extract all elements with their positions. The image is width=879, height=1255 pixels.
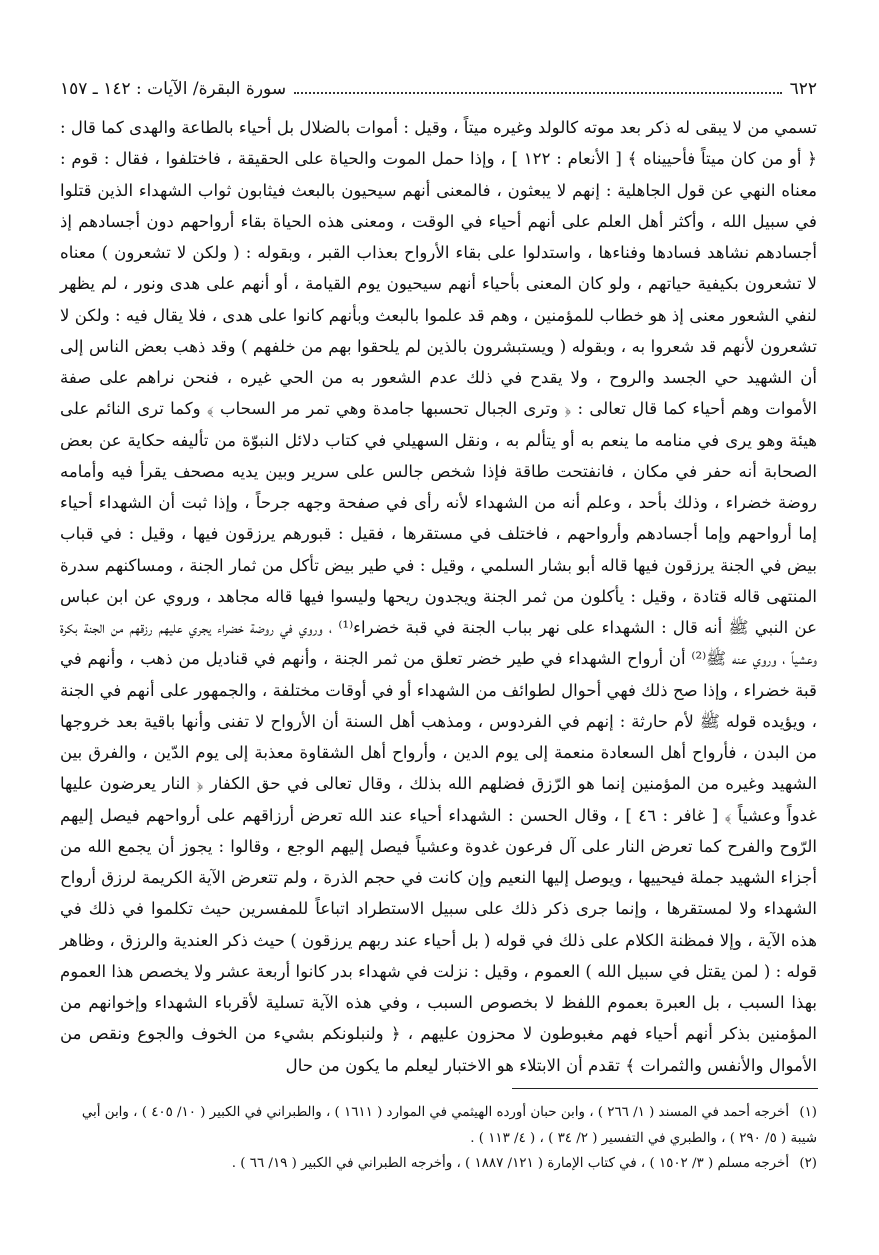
footnote-text: أخرجه أحمد في المسند ( ١/ ٢٦٦ ) ، وابن حبان أورده الهيثمي في الموارد ( ١٦١١ ) ، والطبراني في الكبير ( ١٠/ ٤٠٥ ) ، وابن أبي شيبة ( ٥/ ٢٩٠ ) ، والطبري في التفسير ( ٢/ ٣٤ ) ، ( ٤/ ١١٣ ) .: [81, 1105, 817, 1146]
footnote-number: (٢): [799, 1156, 817, 1171]
footnote-number: (١): [799, 1105, 817, 1120]
page-header: [60, 74, 817, 104]
running-title: سورة البقرة/ الآيات : ١٤٢ ـ ١٥٧: [60, 79, 287, 99]
page-number: ٦٢٢: [789, 79, 817, 99]
footnote-text: أخرجه مسلم ( ٣/ ١٥٠٢ ) ، في كتاب الإمارة ( ١٢١/ ١٨٨٧ ) ، وأخرجه الطبراني في الكبير ( ١٩/ ٦٦ ) .: [231, 1156, 790, 1171]
footnote-2: [60, 1151, 817, 1177]
footnotes: [60, 1100, 817, 1177]
main-text: [60, 112, 817, 1081]
footnote-1: [60, 1100, 817, 1151]
paragraph: تسمي من لا يبقى له ذكر بعد موته كالولد وغيره ميتاً ، وقيل : أموات بالضلال بل أحياء بالطاعة والهدى كما قال : ﴿ أو من كان ميتاً فأحييناه ﴾ [ الأنعام : ١٢٢ ] ، وإذا حمل الموت والحياة على الحقيقة ، فاختلفوا ، فقال : قوم : معناه النهي عن قول الجاهلية : إنهم لا يبعثون ، فالمعنى أنهم سيحيون بالبعث فيثابون ثواب الشهداء الذين قتلوا في سبيل الله ، وأكثر أهل العلم على أنهم أحياء في الوقت ، ومعنى هذه الحياة بقاء أرواحهم دون أجسادهم إذ أجسادهم نشاهد فسادها وفناءها ، واستدلوا على بقاء الأرواح بعذاب القبر ، وبقوله : ( ولكن لا تشعرون ) معناه لا تشعرون بكيفية حياتهم ، ولو كان المعنى بأحياء أنهم سيحيون يوم القيامة ، أو أنهم على هدى ونور ، لم يظهر لنفي الشعور معنى إذ هو خطاب للمؤمنين ، وهم قد علموا بالبعث وبأنهم كانوا على هدى ، فلا يقال فيه : ولكن لا تشعرون لأنهم قد شعروا به ، وبقوله ( ويستبشرون بالذين لم يلحقوا بهم من خلفهم ) وقد ذهب بعض الناس إلى أن الشهيد حي الجسد والروح ، ولا يقدح في ذلك عدم الشعور به من الحي غيره ، فنحن نراهم على صفة الأموات وهم أحياء كما قال تعالى : ﴿ وترى الجبال تحسبها جامدة وهي تمر مر السحاب ﴾ وكما ترى النائم على هيئة وهو يرى في منامه ما ينعم به أو يتألم به ، ونقل السهيلي في كتاب دلائل النبوّة من تأليفه حكاية عن بعض الصحابة أنه حفر في مكان ، فانفتحت طاقة فإذا شخص جالس على سرير وبين يديه مصحف يقرأ فيه وأمامه روضة خضراء ، وذلك بأحد ، وعلم أنه من الشهداء لأنه رأى في صفحة وجهه جرحاً ، وإذا ثبت أن الشهداء أحياء إما أرواحهم وإما أجسادهم وأرواحهم ، فاختلف في مستقرها ، فقيل : قبورهم يرزقون فيها ، وقيل : في قباب بيض في الجنة يرزقون فيها قاله أبو بشار السلمي ، وقيل : في طير بيض تأكل من ثمار الجنة ، ومساكنهم سدرة المنتهى قاله قتادة ، وقيل : يأكلون من ثمر الجنة ويجدون ريحها وليسوا فيها قاله مجاهد ، وروي عن ابن عباس عن النبي ﷺ أنه قال : الشهداء على نهر بباب الجنة في قبة خضراء⁽¹⁾ ، وروي في روضة خضراء يجري عليهم رزقهم من الجنة بكرة وعشياً ، وروي عنه ﷺ⁽²⁾ أن أرواح الشهداء في طير خضر تعلق من ثمر الجنة ، وأنهم في قناديل من ذهب ، وأنهم في قبة خضراء ، وإذا صح ذلك فهي أحوال لطوائف من الشهداء أو في أوقات مختلفة ، والجمهور على أنهم في الجنة ، ويؤيده قوله ﷺ لأم حارثة : إنهم في الفردوس ، ومذهب أهل السنة أن الأرواح لا تفنى وأنها باقية بعد خروجها من البدن ، فأرواح أهل السعادة منعمة إلى يوم الدين ، وأرواح أهل الشقاوة معذبة إلى يوم الدّين ، والفرق بين الشهيد وغيره من المؤمنين إنما هو الرّزق فضلهم الله بذلك ، وقال تعالى في حق الكفار ﴿ النار يعرضون عليها غدواً وعشياً ﴾ [ غافر : ٤٦ ] ، وقال الحسن : الشهداء أحياء عند الله تعرض أرزاقهم على أرواحهم فيصل إليهم الرّوح والفرح كما تعرض النار على آل فرعون غدوة وعشياً فيصل إليهم الوجع ، وقالوا : يجوز أن يجمع الله من أجزاء الشهيد جملة فيحييها ، ويوصل إليها النعيم وإن كانت في حجم الذرة ، ولم تتعرض الآية الكريمة لرزق أرواح الشهداء ولا لمستقرها ، وإنما جرى ذكر ذلك على سبيل الاستطراد اتباعاً للمفسرين حيث تكلموا في ذلك في هذه الآية ، وإلا فمظنة الكلام على ذلك في قوله ( بل أحياء عند ربهم يرزقون ) حيث ذكر العندية والرزق ، وظاهر قوله : ( لمن يقتل في سبيل الله ) العموم ، وقيل : نزلت في شهداء بدر كانوا أربعة عشر ولا يخصص هذا العموم بهذا السبب ، بل العبرة بعموم اللفظ لا بخصوص السبب ، وفي هذه الآية تسلية لأقرباء الشهداء وإخوانهم من المؤمنين بذكر أنهم أحياء فهم مغبوطون لا محزون عليهم ، ﴿ ولنبلونكم بشيء من الخوف والجوع ونقص من الأموال والأنفس والثمرات ﴾ تقدم أن الابتلاء هو الاختبار ليعلم ما يكون من حال: [60, 118, 817, 1075]
header-dot-leader: [294, 92, 782, 94]
footnote-separator: [512, 1088, 818, 1089]
